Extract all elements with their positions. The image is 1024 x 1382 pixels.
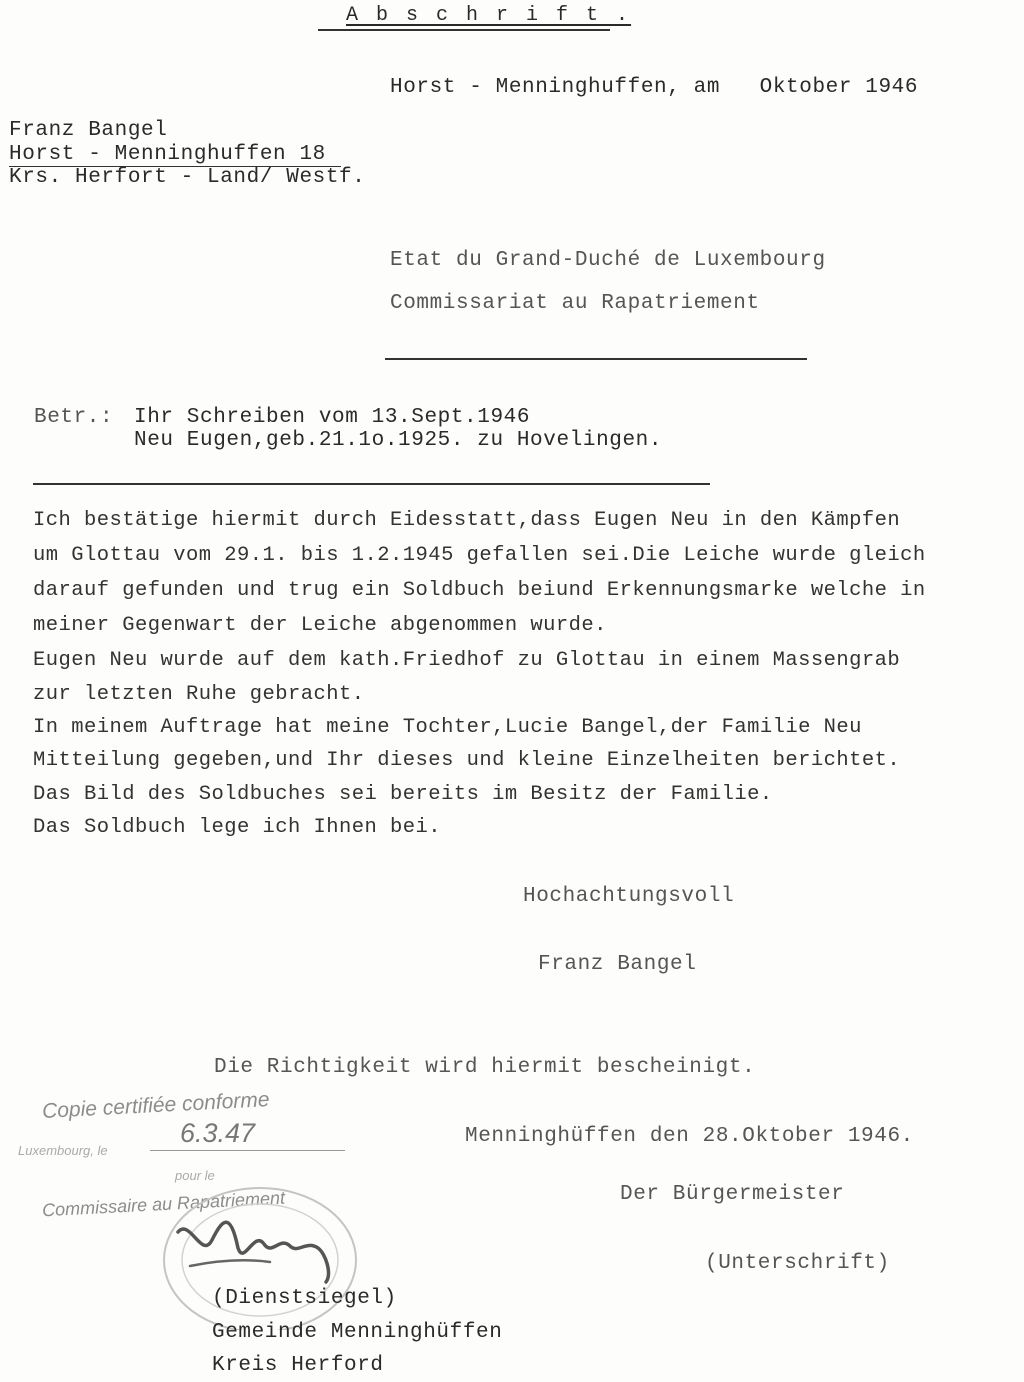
body-line: Mitteilung gegeben,und Ihr dieses und kleine Einzelheiten berichtet. (33, 749, 901, 772)
body-line: In meinem Auftrage hat meine Tochter,Lucie Bangel,der Familie Neu (33, 716, 862, 739)
body-line: darauf gefunden und trug ein Soldbuch beiund Erkennungsmarke welche in (33, 579, 926, 602)
signature-stroke-icon (190, 1260, 270, 1266)
place-date: Horst - Menninghuffen, am Oktober 1946 (390, 76, 919, 99)
signature-name: Franz Bangel (538, 953, 697, 976)
body-line: Das Bild des Soldbuches sei bereits im Besitz der Familie. (33, 783, 773, 806)
seal-label: (Dienstsiegel) (212, 1287, 397, 1310)
stamp-place: Luxembourg, le (18, 1143, 108, 1158)
stamp-date-underline (150, 1150, 345, 1151)
recipient-office: Commissariat au Rapatriement (390, 292, 760, 315)
mayor-title: Der Bürgermeister (620, 1183, 845, 1206)
subject-label: Betr.: (34, 406, 114, 429)
certification: Die Richtigkeit wird hiermit bescheinigt. (214, 1056, 756, 1079)
body-line: Das Soldbuch lege ich Ihnen bei. (33, 816, 442, 839)
handwritten-signature-icon (178, 1222, 328, 1282)
body-line: zur letzten Ruhe gebracht. (33, 683, 365, 706)
sender-street: Horst - Menninghuffen 18 (9, 143, 326, 166)
recipient-state: Etat du Grand-Duché de Luxembourg (390, 249, 826, 272)
document-title: A b s c h r i f t . (346, 4, 632, 27)
subject-divider (33, 483, 710, 485)
cert-place-date: Menninghüffen den 28.Oktober 1946. (465, 1125, 914, 1148)
municipality: Gemeinde Menninghüffen (212, 1321, 503, 1344)
closing: Hochachtungsvoll (523, 885, 735, 908)
sender-name: Franz Bangel (9, 119, 168, 142)
subject-line-1: Ihr Schreiben vom 13.Sept.1946 (134, 406, 531, 429)
stamp-date: 6.3.47 (180, 1118, 256, 1148)
stamp-commissaire: Commissaire au Rapatriement (41, 1187, 286, 1221)
body-line: Ich bestätige hiermit durch Eidesstatt,dass Eugen Neu in den Kämpfen (33, 509, 901, 532)
unterschrift: (Unterschrift) (705, 1252, 890, 1275)
stamp-certified-copy: Copie certifiée conforme (41, 1088, 271, 1123)
recipient-divider (385, 358, 807, 360)
body-line: um Glottau vom 29.1. bis 1.2.1945 gefallen sei.Die Leiche wurde gleich (33, 544, 926, 567)
district: Kreis Herford (212, 1354, 384, 1377)
sender-district: Krs. Herfort - Land/ Westf. (9, 166, 366, 189)
stamp-pour-le: pour le (175, 1168, 215, 1183)
body-line: meiner Gegenwart der Leiche abgenommen wurde. (33, 614, 607, 637)
subject-line-2: Neu Eugen,geb.21.1o.1925. zu Hovelingen. (134, 429, 663, 452)
body-line: Eugen Neu wurde auf dem kath.Friedhof zu Glottau in einem Massengrab (33, 649, 901, 672)
title-underline (318, 29, 610, 31)
